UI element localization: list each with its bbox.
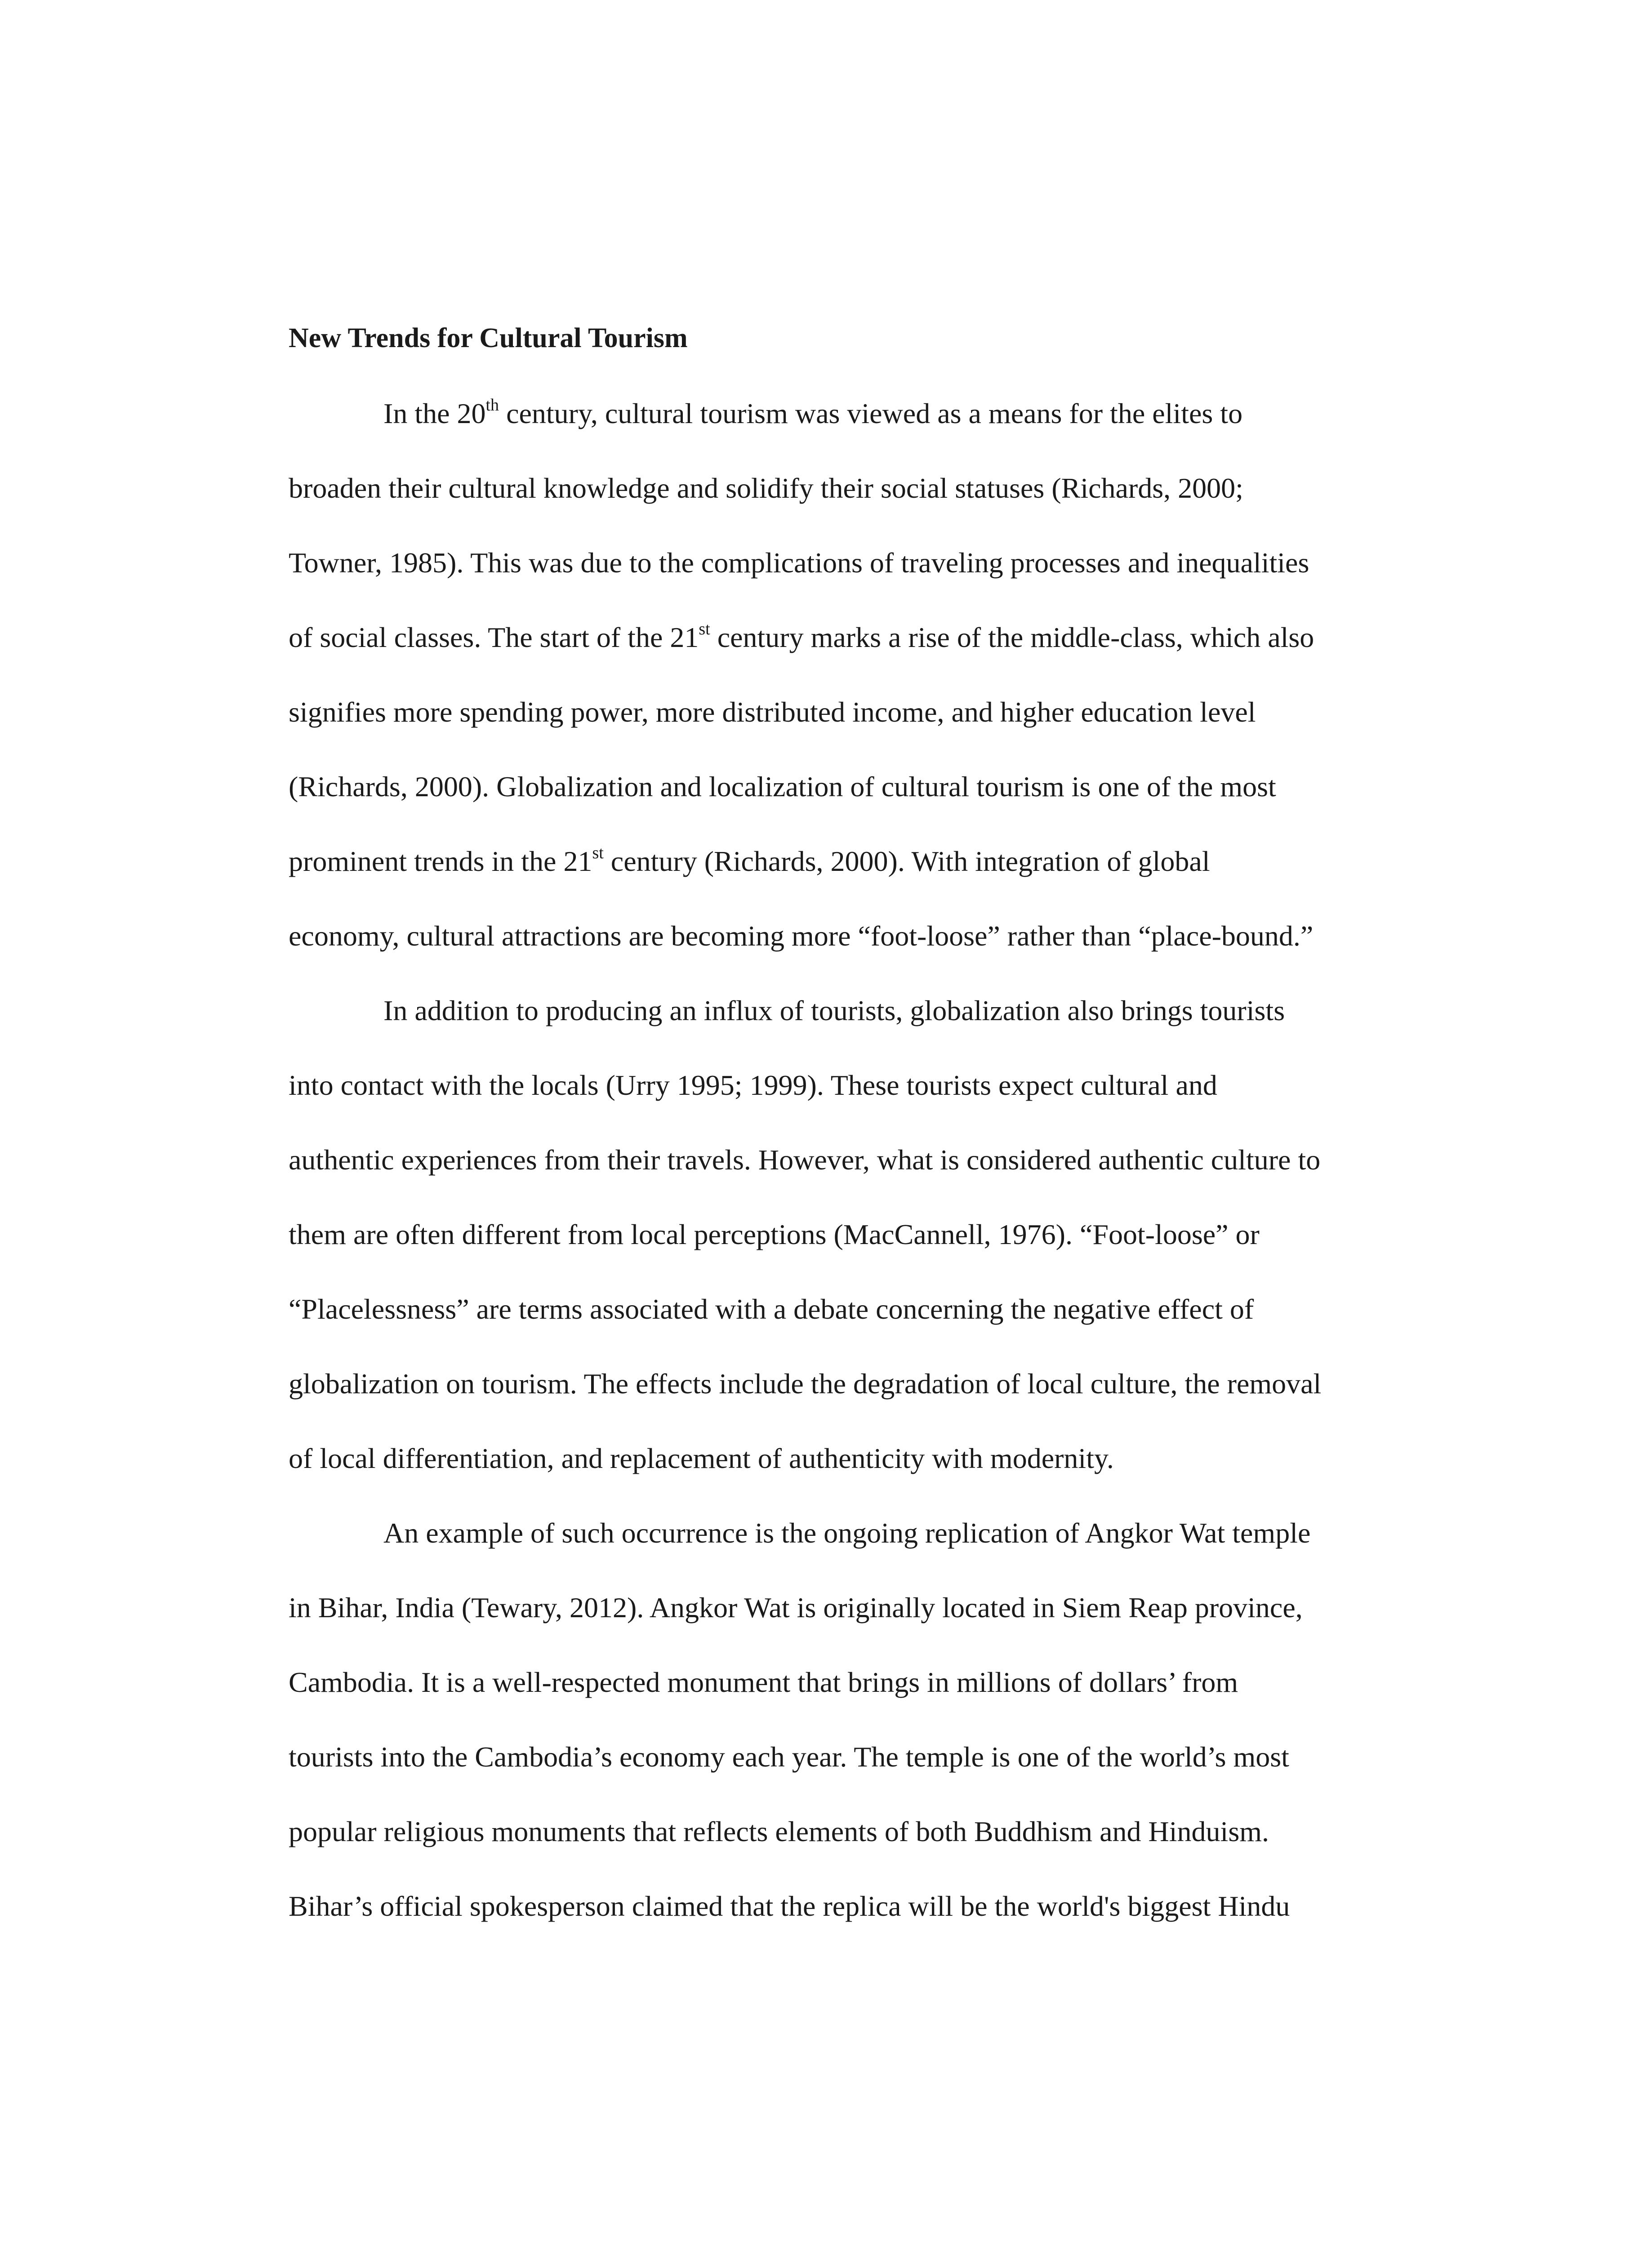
text-run: In the 20 [383,397,486,429]
text-line [383,993,1285,1029]
text-line [289,1888,1290,1924]
text-line [289,470,1243,506]
text-line [289,1142,1320,1178]
text-run: prominent trends in the 21 [289,845,592,877]
text-run: In addition to producing an influx of tourists, globalization also brings tourists [383,995,1285,1026]
superscript: th [485,395,499,415]
superscript: st [592,843,604,862]
text-line [289,620,1314,656]
text-run: broaden their cultural knowledge and solidify their social statuses (Richards, 2000; [289,472,1243,504]
text-line [383,396,1242,432]
text-line [289,918,1313,954]
text-run: Bihar’s official spokesperson claimed that the replica will be the world's biggest Hindu [289,1890,1290,1922]
text-run: century, cultural tourism was viewed as a means for the elites to [499,397,1243,429]
text-run: century marks a rise of the middle-class, which also [710,621,1314,653]
text-line [383,1515,1310,1551]
text-line [289,1217,1260,1253]
text-run: Towner, 1985). This was due to the complications of traveling processes and inequalities [289,547,1309,579]
text-run: Cambodia. It is a well-respected monument that brings in millions of dollars’ from [289,1666,1238,1698]
text-line [289,545,1309,581]
text-line [289,694,1256,730]
text-run: (Richards, 2000). Globalization and localization of cultural tourism is one of the most [289,771,1276,803]
text-line [289,1739,1289,1775]
text-run: in Bihar, India (Tewary, 2012). Angkor Wat is originally located in Siem Reap province, [289,1592,1303,1624]
text-run: economy, cultural attractions are becoming more “foot-loose” rather than “place-bound.” [289,920,1314,952]
text-run: An example of such occurrence is the ongoing replication of Angkor Wat temple [383,1517,1311,1549]
text-run: popular religious monuments that reflects elements of both Buddhism and Hinduism. [289,1815,1269,1847]
text-run: globalization on tourism. The effects include the degradation of local culture, the removal [289,1368,1322,1400]
text-line [289,1291,1254,1327]
text-line [289,1366,1321,1402]
text-run: signifies more spending power, more distributed income, and higher education level [289,696,1256,728]
text-line [289,1067,1217,1103]
text-line [289,843,1210,879]
text-run: “Placelessness” are terms associated with a debate concerning the negative effect of [289,1293,1254,1325]
text-run: of local differentiation, and replacement of authenticity with modernity. [289,1442,1114,1474]
text-line [289,1664,1238,1700]
text-run: tourists into the Cambodia’s economy each year. The temple is one of the world’s most [289,1741,1289,1773]
text-run: authentic experiences from their travels. However, what is considered authentic culture to [289,1144,1321,1176]
text-run: into contact with the locals (Urry 1995; 1999). These tourists expect cultural and [289,1069,1217,1101]
text-line [289,1814,1269,1850]
text-run: them are often different from local perceptions (MacCannell, 1976). “Foot-loose” or [289,1218,1260,1250]
section-heading: New Trends for Cultural Tourism [289,323,688,353]
superscript: st [699,619,710,638]
text-line [289,1590,1303,1626]
text-line [289,769,1276,805]
text-run: of social classes. The start of the 21 [289,621,699,653]
text-run: century (Richards, 2000). With integration of global [603,845,1210,877]
text-line [289,1441,1114,1476]
